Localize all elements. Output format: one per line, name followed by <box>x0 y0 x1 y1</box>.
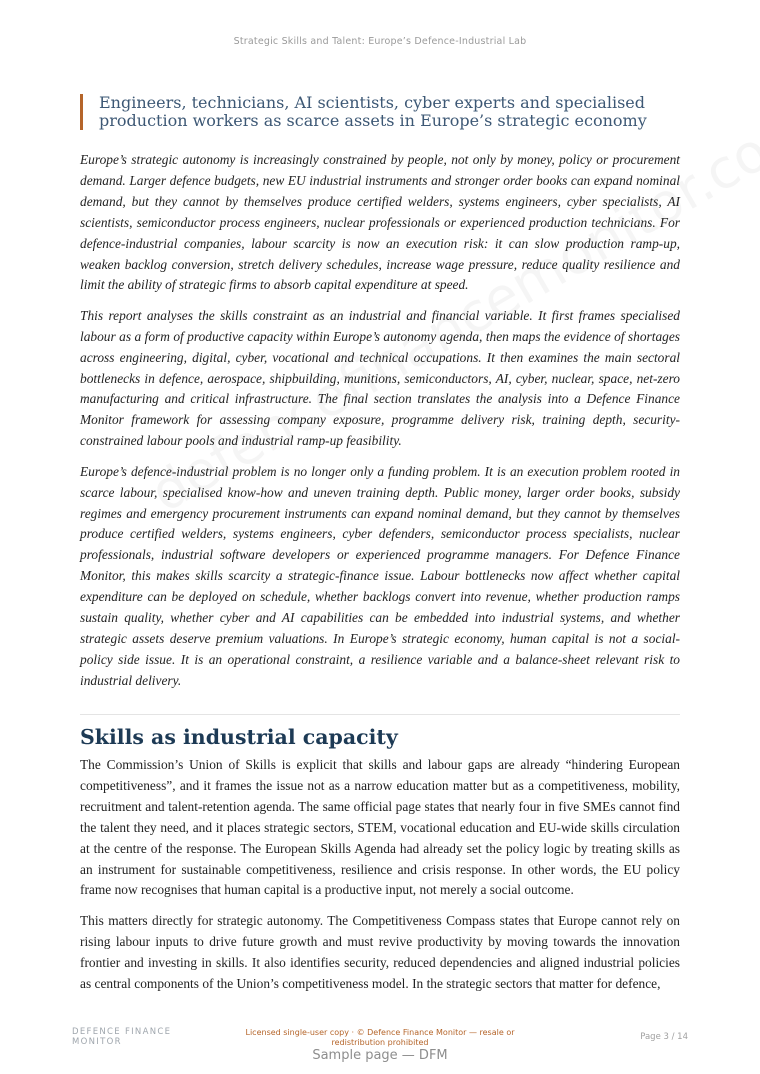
intro-paragraph: Europe’s defence-industrial problem is no longer only a funding problem. It is an execution problem rooted in scarce labour, specialised know-how and uneven training depth. Public money, larger order books, subsidy regimes and emergency procurement instruments can expand nominal demand, but they cannot by themselves produce certified welders, systems engineers, cyber defenders, semiconductor process specialists, nuclear professionals, industrial software developers or experienced programme managers. For Defence Finance Monitor, this makes skills scarcity a strategic-finance issue. Labour bottlenecks now affect whether capital expenditure can be deployed on schedule, whether backlogs convert into revenue, whether production ramps sustain quality, whether cyber and AI capabilities can be embedded into industrial systems, and whether strategic assets deserve premium valuations. In Europe’s strategic economy, human capital is not a social-policy side issue. It is an operational constraint, a resilience variable and a balance-sheet relevant risk to industrial delivery. <box>80 463 680 688</box>
intro-section <box>80 150 680 701</box>
page-number: Page 3 / 14 <box>640 1032 688 1042</box>
intro-paragraph: Europe’s strategic autonomy is increasingly constrained by people, not only by money, policy or procurement demand. Larger defence budgets, new EU industrial instruments and stronger order books can expand nominal demand, but they cannot by themselves produce certified welders, systems engineers, cyber specialists, AI scientists, semiconductor process engineers, nuclear professionals or experienced production technicians. For defence-industrial companies, labour scarcity is now an execution risk: it can slow production ramp-up, weaken backlog conversion, stretch delivery schedules, increase wage pressure, reduce quality resilience and limit the ability of strategic firms to absorb capital expenditure at speed. <box>80 152 680 293</box>
section-divider <box>80 714 680 715</box>
footer-brand-line: MONITOR <box>72 1037 122 1047</box>
sample-page-label: Sample page — DFM <box>312 1048 448 1063</box>
section-body <box>80 755 680 1004</box>
pull-quote: Engineers, technicians, AI scientists, cyber experts and specialised production workers as scarce assets in Europe’s strategic economy <box>80 94 680 130</box>
license-notice: Licensed single-user copy · © Defence Finance Monitor — resale or redistribution prohibited <box>245 1028 515 1047</box>
section-heading: Skills as industrial capacity <box>80 725 398 749</box>
footer-brand <box>72 1027 202 1047</box>
running-header: Strategic Skills and Talent: Europe’s Defence-Industrial Lab <box>233 36 527 47</box>
body-paragraph: This matters directly for strategic autonomy. The Competitiveness Compass states that Europe cannot rely on rising labour inputs to drive future growth and must revive productivity by moving towards the innovation frontier and investing in skills. It also identifies security, reduced dependencies and aligned industrial policies as central components of the Union’s competitiveness model. In the strategic sectors that matter for defence, <box>80 912 680 991</box>
body-paragraph: The Commission’s Union of Skills is explicit that skills and labour gaps are already “hindering European competitiveness”, and it frames the issue not as a narrow education matter but as a competitiveness, mobility, recruitment and talent-retention agenda. The same official page states that nearly four in five SMEs cannot find the talent they need, and it places strategic sectors, STEM, vocational education and EU-wide skills circulation at the centre of the response. The European Skills Agenda had already set the policy logic by treating skills as an instrument for sustainable competitiveness, resilience and crisis response. In other words, the EU policy frame now recognises that human capital is a productive input, not merely a social outcome. <box>80 757 680 898</box>
intro-paragraph: This report analyses the skills constraint as an industrial and financial variable. It first frames specialised labour as a form of productive capacity within Europe’s autonomy agenda, then maps the evidence of shortages across engineering, digital, cyber, vocational and technical occupations. It then examines the main sectoral bottlenecks in defence, aerospace, shipbuilding, munitions, semiconductors, AI, cyber, nuclear, space, net-zero manufacturing and critical infrastructure. The final section translates the analysis into a Defence Finance Monitor framework for assessing company exposure, programme delivery risk, training depth, security-constrained labour pools and industrial ramp-up feasibility. <box>80 307 680 449</box>
footer-brand-line: DEFENCE FINANCE <box>72 1027 172 1037</box>
